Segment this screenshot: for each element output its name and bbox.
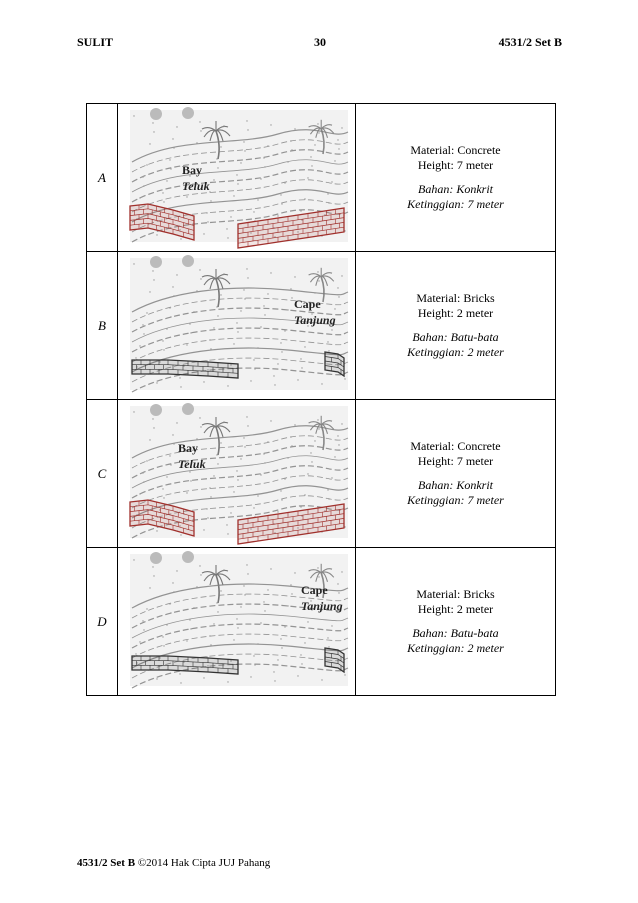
option-row-c xyxy=(87,400,556,548)
coastline-sketch xyxy=(118,400,355,547)
landform-label xyxy=(178,440,206,472)
option-description xyxy=(356,548,556,696)
option-picture xyxy=(118,400,356,548)
height-ms: Ketinggian: 2 meter xyxy=(407,345,504,359)
height-en: Height: 2 meter xyxy=(417,306,494,320)
material-en: Material: Concrete xyxy=(410,143,501,157)
option-row-d xyxy=(87,548,556,696)
landform-label xyxy=(301,582,343,614)
material-en: Material: Bricks xyxy=(416,587,495,601)
landform-label-en: Bay xyxy=(182,163,203,177)
option-description xyxy=(356,252,556,400)
material-en: Material: Bricks xyxy=(416,291,495,305)
footer xyxy=(77,857,270,869)
material-ms: Bahan: Konkrit xyxy=(418,182,493,196)
material-en: Material: Concrete xyxy=(410,439,501,453)
landform-label xyxy=(182,162,210,194)
option-letter: A xyxy=(87,104,118,252)
landform-label-en: Cape xyxy=(301,583,328,597)
landform-label-ms: Teluk xyxy=(182,179,210,193)
landform-label-ms: Tanjung xyxy=(294,313,336,327)
option-description xyxy=(356,400,556,548)
landform-label-ms: Teluk xyxy=(178,457,206,471)
option-row-a xyxy=(87,104,556,252)
option-description xyxy=(356,104,556,252)
height-en: Height: 2 meter xyxy=(417,602,494,616)
height-ms: Ketinggian: 7 meter xyxy=(407,493,504,507)
option-letter: C xyxy=(87,400,118,548)
coastline-sketch xyxy=(118,548,355,695)
option-picture xyxy=(118,252,356,400)
page-number: 30 xyxy=(314,35,326,49)
height-ms: Ketinggian: 2 meter xyxy=(407,641,504,655)
option-picture xyxy=(118,548,356,696)
option-letter: D xyxy=(87,548,118,696)
option-letter: B xyxy=(87,252,118,400)
coastline-sketch xyxy=(118,104,355,251)
landform-label xyxy=(294,296,336,328)
option-row-b xyxy=(87,252,556,400)
height-en: Height: 7 meter xyxy=(417,158,494,172)
material-ms: Bahan: Konkrit xyxy=(418,478,493,492)
header-right: 4531/2 Set B xyxy=(498,35,562,49)
landform-label-en: Bay xyxy=(178,441,199,455)
footer-code: 4531/2 Set B xyxy=(77,857,136,869)
height-en: Height: 7 meter xyxy=(417,454,494,468)
material-ms: Bahan: Batu-bata xyxy=(412,330,499,344)
footer-copyright: ©2014 Hak Cipta JUJ Pahang xyxy=(137,857,271,869)
landform-label-en: Cape xyxy=(294,297,321,311)
material-ms: Bahan: Batu-bata xyxy=(412,626,499,640)
option-picture xyxy=(118,104,356,252)
height-ms: Ketinggian: 7 meter xyxy=(407,197,504,211)
header-left: SULIT xyxy=(77,35,114,49)
landform-label-ms: Tanjung xyxy=(301,599,343,613)
options-table xyxy=(86,103,556,696)
